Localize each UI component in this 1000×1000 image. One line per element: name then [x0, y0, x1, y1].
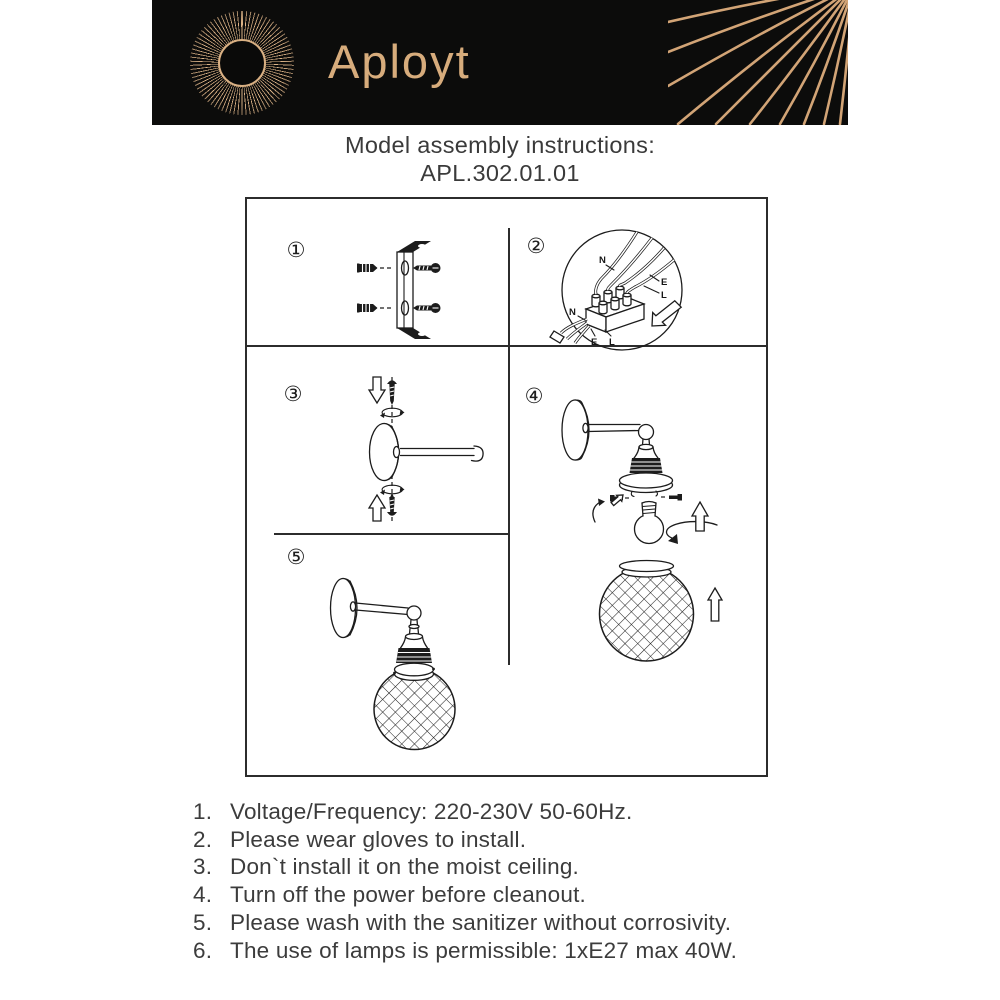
- arrow-down-icon: [369, 377, 385, 403]
- step-4-fixture-diagram: [555, 395, 767, 695]
- instruction-text: The use of lamps is permissible: 1xE27 max 40W.: [230, 937, 738, 963]
- instruction-text: Voltage/Frequency: 220-230V 50-60Hz.: [230, 799, 633, 824]
- step-3-badge: ③: [283, 383, 303, 406]
- instruction-number: 4.: [193, 882, 213, 908]
- wire-label-n-out: N: [569, 307, 576, 318]
- mesh-globe-shade: [600, 567, 694, 661]
- instruction-number: 5.: [193, 909, 213, 935]
- instructions-list: [193, 798, 833, 964]
- step-4-badge: ④: [524, 385, 544, 408]
- step-1-badge: ①: [286, 239, 306, 262]
- step-5-assembled-lamp-diagram: [319, 559, 529, 774]
- page-title: Model assembly instructions:: [344, 132, 656, 158]
- step-1-bracket-diagram: [347, 236, 457, 348]
- arrow-up-icon: [708, 588, 722, 621]
- wire-label-e-out: E: [591, 337, 598, 348]
- instruction-number: 2.: [193, 826, 213, 852]
- instruction-item: [193, 881, 833, 909]
- wire-label-e-in: E: [661, 277, 668, 288]
- instruction-text: Please wear gloves to install.: [230, 826, 527, 852]
- step-2-wiring-diagram: [549, 223, 753, 353]
- instruction-item: [193, 826, 833, 854]
- instruction-number: 1.: [193, 799, 213, 824]
- wire-label-l-in: L: [661, 290, 667, 301]
- instruction-text: Turn off the power before cleanout.: [230, 882, 586, 908]
- instruction-item: [193, 798, 833, 826]
- header-banner: [152, 0, 848, 125]
- wire-label-n-in: N: [599, 255, 606, 266]
- arrow-up-icon: [692, 502, 708, 531]
- step-5-badge: ⑤: [286, 546, 306, 569]
- instruction-number: 3.: [193, 854, 213, 880]
- arrow-up-icon: [369, 495, 385, 521]
- divider-horizontal-2: [274, 533, 510, 535]
- rays-decoration-icon: [668, 0, 848, 125]
- instruction-item: [193, 909, 833, 937]
- assembly-diagram-box: [245, 197, 768, 777]
- instruction-number: 6.: [193, 937, 213, 963]
- step-2-badge: ②: [526, 235, 546, 258]
- brand-wordmark: Aployt: [328, 35, 471, 88]
- instruction-item: [193, 853, 833, 881]
- bulb-icon: [635, 515, 664, 544]
- wire-label-l-out: L: [609, 337, 615, 348]
- sunburst-logo-icon: [190, 11, 294, 115]
- instruction-text: Don`t install it on the moist ceiling.: [230, 854, 580, 880]
- instruction-item: [193, 937, 833, 965]
- model-number: APL.302.01.01: [420, 159, 580, 186]
- instruction-text: Please wash with the sanitizer without corrosivity.: [230, 909, 732, 935]
- step-3-canopy-diagram: [357, 371, 502, 531]
